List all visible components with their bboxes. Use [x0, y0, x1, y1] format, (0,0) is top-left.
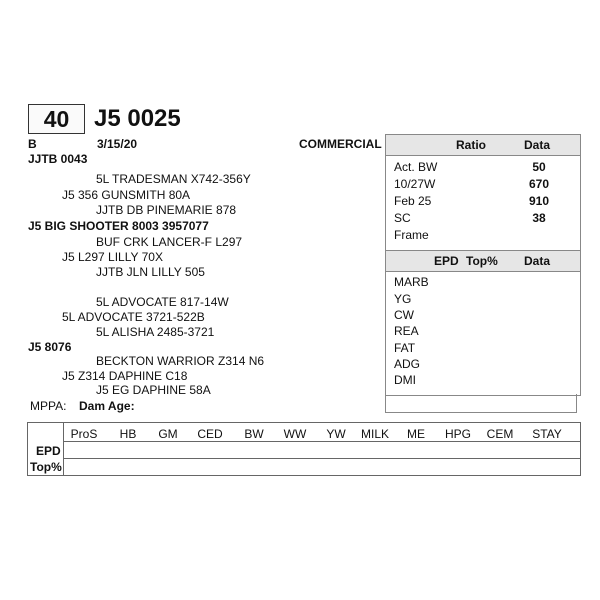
lot-number-box [28, 104, 85, 134]
pedigree-sire-sire-sire: 5L TRADESMAN X742-356Y [96, 172, 251, 186]
epd-col-header: ME [407, 427, 425, 441]
ratio-panel-header [386, 135, 580, 156]
epd-col-header: CED [197, 427, 223, 441]
epd-table-row-rule [63, 458, 580, 459]
epd-trait-label: FAT [394, 341, 416, 355]
ratio-row-label: Act. BW [394, 160, 438, 174]
pedigree-sire: J5 BIG SHOOTER 8003 3957077 [28, 219, 209, 233]
epd-panel-header [386, 251, 580, 272]
epd-trait-label: DMI [394, 373, 416, 387]
epd-col-header: MILK [360, 427, 389, 441]
sex-code: B [28, 137, 37, 151]
epd-trait-label: YG [394, 292, 412, 306]
epd-panel [385, 250, 581, 396]
ratio-panel [385, 134, 581, 252]
epd-col-header: CEM [486, 427, 514, 441]
epd-col-header: WW [283, 427, 307, 441]
epd-col-header: ProS [70, 427, 98, 441]
top-percent-column-label: Top% [466, 254, 498, 268]
pedigree-dam-sire: 5L ADVOCATE 3721-522B [62, 310, 205, 324]
epd-data-column-label: Data [524, 254, 551, 268]
epd-trait-label: REA [394, 324, 419, 338]
epd-trait-label: ADG [394, 357, 421, 371]
ratio-row-value: 38 [532, 211, 546, 225]
pedigree-sire-dam-sire: BUF CRK LANCER-F L297 [96, 235, 243, 249]
tag-id: JJTB 0043 [28, 152, 88, 166]
pedigree-sire-dam: J5 L297 LILLY 70X [62, 250, 163, 264]
pedigree-sire-sire-dam: JJTB DB PINEMARIE 878 [96, 203, 237, 217]
epd-table-header-rule [63, 441, 580, 442]
category-label: COMMERCIAL [299, 137, 382, 151]
epd-row-label: EPD [36, 444, 61, 458]
pedigree-dam: J5 8076 [28, 340, 72, 354]
pedigree-sire-dam-dam: JJTB JLN LILLY 505 [96, 265, 205, 279]
ratio-column-label: Ratio [456, 138, 486, 152]
epd-col-header: GM [158, 427, 178, 441]
top-percent-row-label: Top% [30, 460, 62, 474]
epd-col-header: HB [119, 427, 137, 441]
lot-number: 40 [43, 106, 70, 132]
ratio-row-label: Feb 25 [394, 194, 432, 208]
epd-table [27, 422, 581, 476]
epd-col-header: BW [244, 427, 264, 441]
pedigree-dam-dam: J5 Z314 DAPHINE C18 [62, 369, 188, 383]
pedigree-dam-sire-sire: 5L ADVOCATE 817-14W [96, 295, 229, 309]
epd-col-header: HPG [444, 427, 471, 441]
epd-trait-label: MARB [394, 275, 429, 289]
ratio-row-value: 50 [532, 160, 546, 174]
mppa-label: MPPA: [30, 399, 67, 413]
epd-column-label: EPD [434, 254, 459, 268]
epd-col-header: YW [326, 427, 346, 441]
ratio-row-value: 670 [528, 177, 550, 191]
pedigree-dam-sire-dam: 5L ALISHA 2485-3721 [96, 325, 215, 339]
dam-age-label: Dam Age: [79, 399, 135, 413]
panel-footer-box [385, 394, 577, 413]
pedigree-dam-dam-dam: J5 EG DAPHINE 58A [96, 383, 211, 397]
ratio-row-label: Frame [394, 228, 429, 242]
pedigree-sire-sire: J5 356 GUNSMITH 80A [62, 188, 191, 202]
epd-col-header: STAY [532, 427, 562, 441]
epd-trait-label: CW [394, 308, 414, 322]
ratio-row-label: SC [394, 211, 411, 225]
birth-date: 3/15/20 [97, 137, 138, 151]
animal-id: J5 0025 [94, 105, 181, 132]
ratio-row-value: 910 [528, 194, 550, 208]
ratio-row-label: 10/27W [394, 177, 436, 191]
ratio-data-column-label: Data [524, 138, 551, 152]
pedigree-dam-dam-sire: BECKTON WARRIOR Z314 N6 [96, 354, 265, 368]
